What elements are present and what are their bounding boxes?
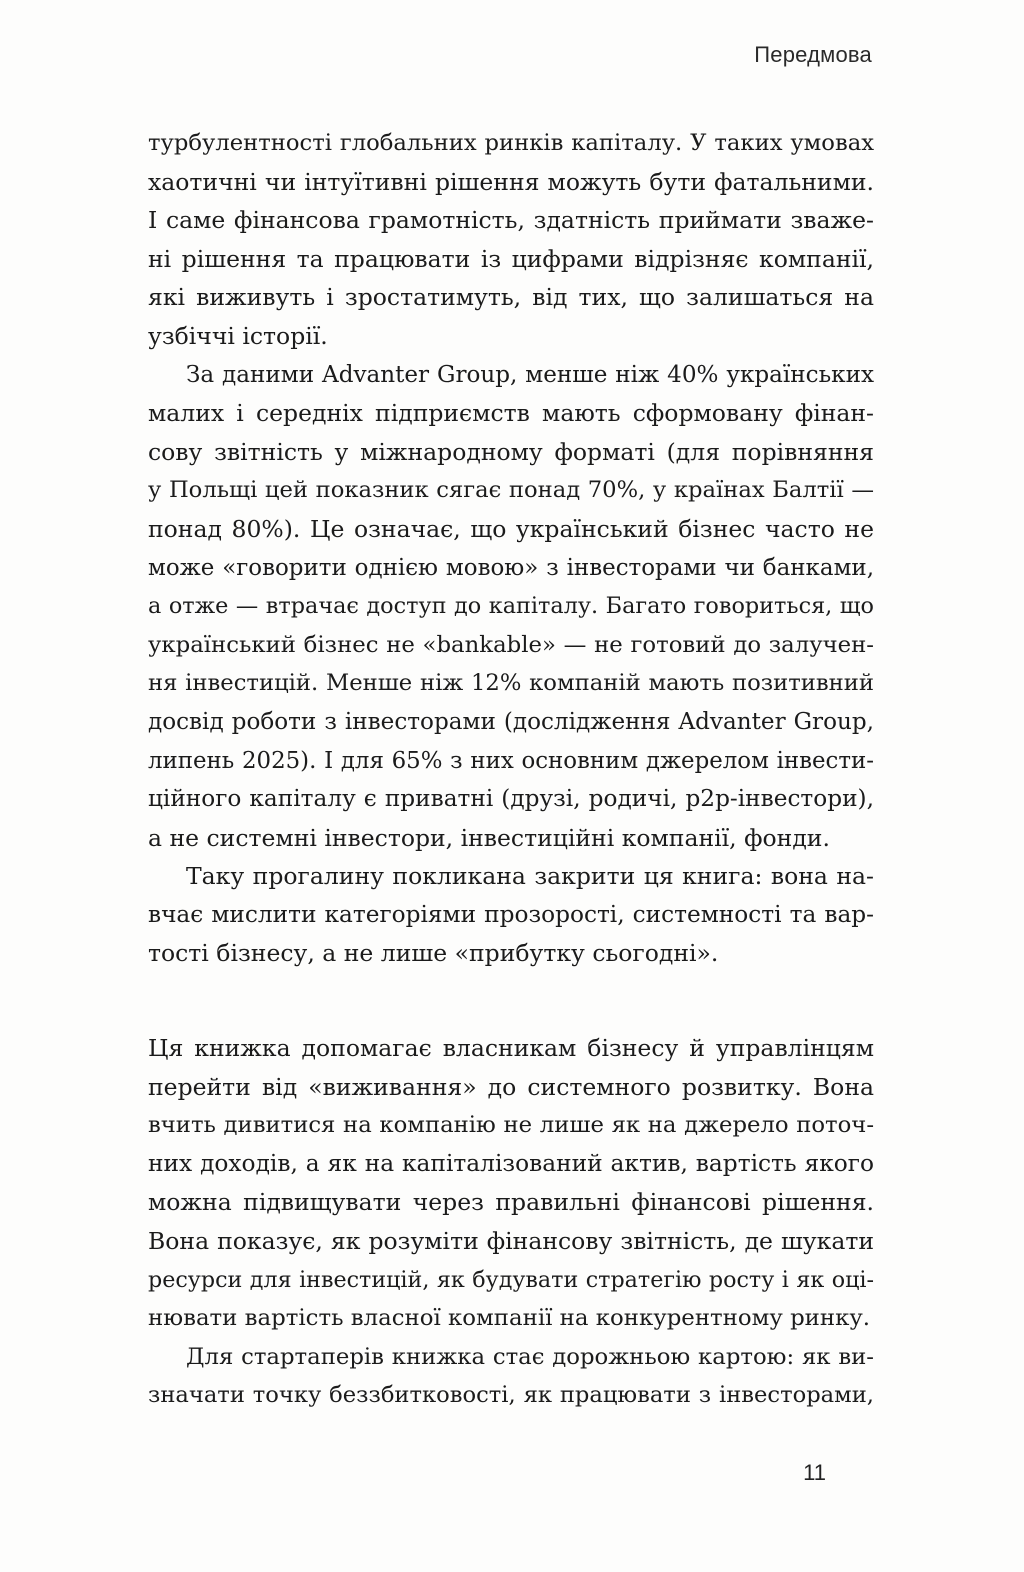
text-line: у Польщі цей показник сягає понад 70%, у країнах Балтії — — [148, 477, 874, 504]
text-line: Ця книжка допомагає власникам бізнесу й управлінцям — [148, 1034, 874, 1062]
text-line: а не системні інвестори, інвестиційні компанії, фонди. — [148, 823, 830, 852]
text-line: досвід роботи з інвесторами (дослідження Advanter Group, — [148, 708, 874, 735]
text-line: нювати вартість власної компанії на конкурентному ринку. — [148, 1305, 871, 1332]
text-line: тості бізнесу, а не лише «прибутку сьогодні». — [148, 939, 719, 968]
text-line: перейти від «виживання» до системного розвитку. Вона — [148, 1072, 874, 1101]
text-line: малих і середніх підприємств мають сформовану фінан- — [148, 399, 874, 428]
text-line: ня інвестицій. Менше ніж 12% компаній мають позитивний — [148, 670, 874, 697]
text-line: хаотичні чи інтуїтивні рішення можуть бути фатальними. — [148, 167, 874, 196]
text-line: узбіччі історії. — [148, 321, 328, 350]
text-line: понад 80%). Це означає, що український бізнес часто не — [148, 514, 874, 543]
text-line: них доходів, а як на капіталізований актив, вартість якого — [148, 1149, 874, 1177]
text-line: ресурси для інвестицій, як будувати стратегію росту і як оці- — [148, 1266, 874, 1293]
page-number: 11 — [803, 1460, 826, 1485]
text-line: ційного капіталу є приватні (друзі, родичі, p2p-інвестори), — [148, 785, 874, 813]
text-line: липень 2025). І для 65% з них основним джерелом інвести- — [148, 747, 874, 774]
text-line: а отже — втрачає доступ до капіталу. Багато говориться, що — [148, 593, 874, 620]
text-line: які виживуть і зростатимуть, від тих, що залишаться на — [148, 283, 874, 312]
text-line: вчає мислити категоріями прозорості, системності та вар- — [148, 900, 874, 928]
text-line: І саме фінансова грамотність, здатність приймати зваже- — [148, 206, 874, 235]
text-line: вчить дивитися на компанію не лише як на джерело поточ- — [148, 1112, 874, 1139]
text-line: Таку прогалину покликана закрити ця книга: вона на- — [186, 862, 874, 891]
text-line: За даними Advanter Group, менше ніж 40% українських — [186, 361, 874, 388]
text-section-2 — [148, 1029, 874, 1415]
text-line: український бізнес не «bankable» — не готовий до залучен- — [148, 631, 874, 658]
text-line: турбулентності глобальних ринків капіталу. У таких умовах — [148, 130, 874, 156]
text-line: Вона показує, як розуміти фінансову звітність, де шукати — [148, 1226, 874, 1255]
text-line: значати точку беззбитковості, як працювати з інвесторами, — [148, 1382, 874, 1409]
text-line: можна підвищувати через правильні фінансові рішення. — [148, 1188, 874, 1217]
text-line: Для стартаперів книжка стає дорожньою картою: як ви- — [186, 1343, 874, 1370]
text-line: сову звітність у міжнародному форматі (для порівняння — [148, 437, 874, 466]
text-line: може «говорити однією мовою» з інвесторами чи банками, — [148, 554, 874, 581]
text-line: ні рішення та працювати із цифрами відрізняє компанії, — [148, 244, 874, 273]
running-header: Передмова — [754, 42, 872, 67]
text-section-1 — [148, 124, 874, 973]
